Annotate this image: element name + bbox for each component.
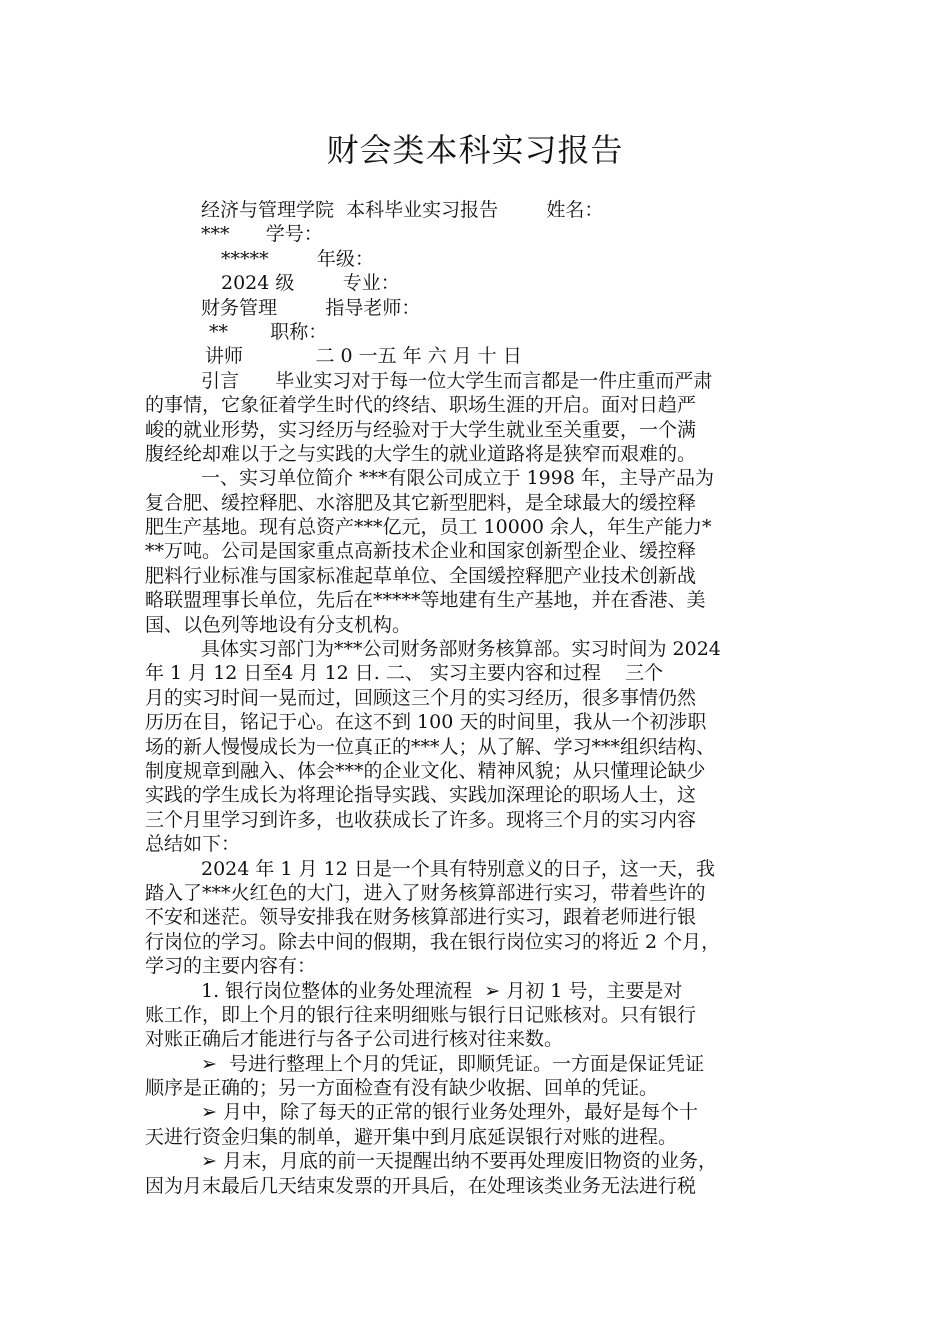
text-line: 峻的就业形势，实习经历与经验对于大学生就业至关重要，一个满 — [145, 418, 697, 441]
document-body — [145, 198, 810, 1198]
text-line: 顺序是正确的；另一方面检查有没有缺少收据、回单的凭证。 — [145, 1077, 659, 1100]
paragraph-company — [145, 466, 810, 637]
text-line: 国、以色列等地设有分支机构。 — [145, 613, 412, 636]
text-line: 因为月末最后几天结束发票的开具后，在处理该类业务无法进行税 — [145, 1174, 697, 1197]
text-line: ➢ 号进行整理上个月的凭证，即顺凭证。一方面是保证凭证 — [201, 1052, 705, 1075]
header-line: 讲师 二 0 一五 年 六 月 十 日 — [205, 345, 522, 368]
text-line: 账工作，即上个月的银行往来明细账与银行日记账核对。只有银行 — [145, 1003, 697, 1026]
text-line: 月的实习时间一晃而过，回顾这三个月的实习经历，很多事情仍然 — [145, 686, 697, 709]
header-line: *** 学号： — [201, 223, 323, 246]
text-line: 略联盟理事长单位，先后在*****等地建有生产基地，并在香港、美 — [145, 589, 706, 612]
text-line: 复合肥、缓控释肥、水溶肥及其它新型肥料，是全球最大的缓控释 — [145, 491, 697, 514]
text-line: 行岗位的学习。除去中间的假期，我在银行岗位实习的将近 2 个月， — [145, 930, 721, 953]
text-line: 2024 年 1 月 12 日是一个具有特别意义的日子，这一天，我 — [201, 857, 715, 880]
paragraph-month-end — [145, 1149, 810, 1198]
text-line: 具体实习部门为***公司财务部财务核算部。实习时间为 2024 — [201, 638, 721, 661]
text-line: 总结如下： — [145, 833, 241, 856]
document-title: 财会类本科实习报告 — [326, 131, 624, 169]
text-line: 对账正确后才能进行与各子公司进行核对往来数。 — [145, 1028, 564, 1051]
text-line: 三个月里学习到许多，也收获成长了许多。现将三个月的实习内容 — [145, 808, 697, 831]
header-line: ** 职称： — [209, 320, 328, 343]
paragraph-department — [145, 637, 810, 857]
header-line: 经济与管理学院 本科毕业实习报告 姓名： — [201, 199, 604, 221]
text-line: 引言 毕业实习对于每一位大学生而言都是一件庄重而严肃 — [201, 369, 713, 392]
header-line: 财务管理 指导老师： — [201, 296, 421, 319]
text-line: ➢ 月中，除了每天的正常的银行业务处理外，最好是每个十 — [201, 1101, 698, 1124]
text-line: 踏入了***火红色的大门，进入了财务核算部进行实习，带着些许的 — [145, 881, 706, 904]
text-line: 天进行资金归集的制单，避开集中到月底延误银行对账的进程。 — [145, 1125, 678, 1148]
header-line: 2024 级 专业： — [221, 272, 400, 295]
header-line: ***** 年级： — [221, 247, 374, 270]
text-line: 场的新人慢慢成长为一位真正的***人；从了解、学习***组织结构、 — [145, 735, 716, 758]
text-line: **万吨。公司是国家重点高新技术企业和国家创新型企业、缓控释 — [145, 540, 697, 563]
paragraph-mid-month — [145, 1100, 810, 1149]
paragraph-bank-process — [145, 979, 810, 1052]
text-line: 历历在目，铭记于心。在这不到 100 天的时间里，我从一个初涉职 — [145, 711, 707, 734]
text-line: 肥生产基地。现有总资产***亿元，员工 10000 余人，年生产能力* — [145, 516, 712, 539]
text-line: 实践的学生成长为将理论指导实践、实践加深理论的职场人士，这 — [145, 784, 697, 807]
text-line: 肥料行业标准与国家标准起草单位、全国缓控释肥产业技术创新战 — [145, 564, 697, 587]
text-line: 年 1 月 12 日至4 月 12 日. 二、 实习主要内容和过程 三个 — [145, 662, 664, 685]
text-line: 一、实习单位简介 ***有限公司成立于 1998 年，主导产品为 — [201, 467, 714, 490]
text-line: 不安和迷茫。领导安排我在财务核算部进行实习，跟着老师进行银 — [145, 906, 697, 929]
text-line: ➢ 月末，月底的前一天提醒出纳不要再处理废旧物资的业务， — [201, 1150, 717, 1173]
text-line: 学习的主要内容有： — [145, 955, 317, 978]
text-line: 制度规章到融入、体会***的企业文化、精神风貌；从只懂理论缺少 — [145, 759, 706, 782]
text-line: 1. 银行岗位整体的业务处理流程 ➢ 月初 1 号，主要是对 — [201, 979, 683, 1002]
text-line: 腹经纶却难以于之与实践的大学生的就业道路将是狭窄而艰难的。 — [145, 442, 697, 465]
paragraph-intro — [145, 369, 810, 467]
text-line: 的事情，它象征着学生时代的终结、职场生涯的开启。面对日趋严 — [145, 394, 697, 417]
paragraph-voucher — [145, 1052, 810, 1101]
paragraph-first-day — [145, 857, 810, 979]
